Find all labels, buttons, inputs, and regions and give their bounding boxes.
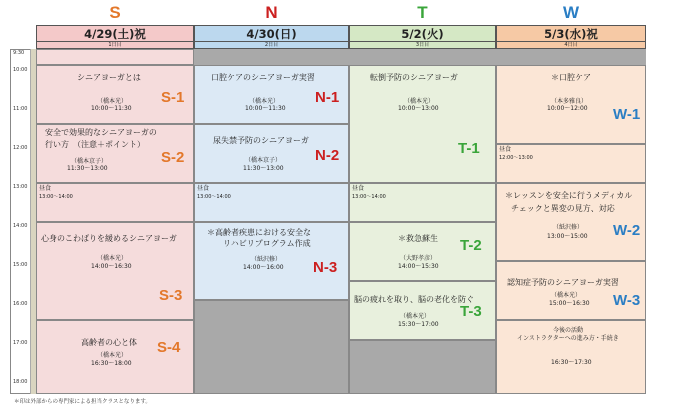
lunch-t-label: 昼食 [352,185,365,192]
session-w3[interactable] [496,261,646,320]
session-n2[interactable] [194,124,349,183]
session-w4-title-2: インストラクターへの進み方・手続き [517,335,619,342]
time-1300: 13:00 [13,184,28,190]
session-w2-code: W-2 [613,222,641,239]
date-header-n: 4/30(日) [194,25,349,41]
session-t2-time: 14:00～15:30 [398,263,439,270]
session-s4-code: S-4 [157,339,181,356]
time-1500: 15:00 [13,262,28,268]
day-label-w: 4日目 [496,41,646,49]
session-n1-title: 口腔ケアのシニアヨーガ実習 [211,73,315,82]
session-n3-time: 14:00～16:00 [243,264,284,271]
session-w4-title-1: 今後の活動 [553,327,584,334]
day-label-t: 3日目 [349,41,496,49]
session-w1-teacher: （本多雅良） [551,98,588,105]
lunch-w-time: 12:00～13:00 [499,155,533,161]
column-letter-s: S [109,3,121,22]
session-s3-title: 心身のこわばりを緩めるシニアヨーガ [41,234,177,243]
session-s2-title-2: 行い方 （注意＋ポイント） [45,140,145,149]
session-s2-title-1: 安全で効果的なシニアヨーガの [45,128,157,137]
session-s4-teacher: （橋本光） [97,352,128,359]
gray-bar [194,49,646,65]
lunch-n-label: 昼食 [197,185,210,192]
session-w4-time: 16:30～17:30 [551,359,592,366]
session-s1-time: 10:00～11:30 [91,105,132,112]
lunch-t [349,183,496,222]
day-label-n: 2日目 [194,41,349,49]
time-930: 9:30 [13,50,25,56]
session-w3-code: W-3 [613,292,641,309]
session-s3-teacher: （橋本光） [97,255,128,262]
session-t1[interactable] [349,65,496,183]
session-n2-time: 11:30～13:00 [243,165,284,172]
session-s2[interactable] [36,124,194,183]
column-letter-w: W [562,3,580,22]
session-n2-code: N-2 [315,147,340,164]
session-t2-teacher: （大野孝彦） [400,255,437,262]
session-w3-teacher: （橋本光） [551,292,582,299]
lunch-n-time: 13:00～14:00 [197,194,231,200]
lunch-n [194,183,349,222]
session-s1-teacher: （橋本光） [97,98,128,105]
session-n1-teacher: （橋本光） [249,98,280,105]
session-t3-teacher: （橋本光） [400,313,431,320]
session-w1-time: 10:00～12:00 [547,105,588,112]
session-s2-code: S-2 [161,149,185,166]
session-w2-title-2: チェックと異変の見方、対応 [511,204,615,213]
lunch-t-time: 13:00～14:00 [352,194,386,200]
session-s3[interactable] [36,222,194,320]
time-1000: 10:00 [13,67,28,73]
time-1200: 12:00 [13,145,28,151]
session-s1-code: S-1 [161,89,185,106]
session-w4[interactable] [496,320,646,394]
time-1800: 18:00 [13,379,28,385]
column-letter-n: N [265,3,278,22]
session-s4-title: 高齢者の心と体 [81,338,137,347]
session-t1-code: T-1 [458,140,480,157]
session-t2-code: T-2 [460,237,482,254]
session-w2[interactable] [496,183,646,261]
session-w3-time: 15:00～16:30 [549,300,590,307]
lunch-s-label: 昼食 [39,185,52,192]
session-n2-teacher: （橋本京子） [245,157,282,164]
session-n1[interactable] [194,65,349,124]
empty-n [194,300,349,394]
session-w3-title: 認知症予防のシニアヨーガ実習 [507,278,619,287]
row-930-s [36,49,194,65]
session-s1-title: シニアヨーガとは [77,73,141,82]
column-letter-t: T [417,3,428,22]
lunch-w-label: 昼食 [499,146,512,153]
empty-t [349,340,496,394]
session-t3-code: T-3 [460,303,482,320]
session-t3[interactable] [349,281,496,340]
session-w1-code: W-1 [613,106,641,123]
date-header-t: 5/2(火) [349,25,496,41]
date-header-w: 5/3(水)祝 [496,25,646,41]
lunch-s [36,183,194,222]
session-n3[interactable] [194,222,349,300]
session-t3-title: 脳の疲れを取り、脳の老化を防ぐ [354,295,474,304]
session-n3-code: N-3 [313,259,338,276]
session-w1-title: ＊口腔ケア [551,73,591,82]
session-n3-title-1: ＊高齢者疾患における安全な [207,228,311,237]
time-1400: 14:00 [13,223,28,229]
session-w2-teacher: （紙沢修） [553,224,584,231]
session-s3-time: 14:00～16:30 [91,263,132,270]
session-t1-time: 10:00～13:00 [398,105,439,112]
session-t2-title: ＊救急蘇生 [398,234,438,243]
session-s2-time: 11:30～13:00 [67,165,108,172]
session-w1[interactable] [496,65,646,144]
session-s4-time: 16:30～18:00 [91,360,132,367]
session-w2-title-1: ＊レッスンを安全に行うメディカル [505,191,633,200]
session-w2-time: 13:00～15:00 [547,233,588,240]
time-1700: 17:00 [13,340,28,346]
session-s4[interactable] [36,320,194,394]
session-n1-time: 10:00～11:30 [245,105,286,112]
session-s2-teacher: （橋本京子） [71,158,108,165]
session-n3-title-2: リハビリプログラム作成 [223,239,311,248]
day-label-s: 1日目 [36,41,194,49]
lunch-w [496,144,646,183]
session-n1-code: N-1 [315,89,340,106]
time-1100: 11:00 [13,106,28,112]
session-s1[interactable] [36,65,194,124]
footnote: ＊印は外部からの専門家による担当クラスとなります。 [14,399,151,405]
session-n3-teacher: （紙沢修） [251,256,282,263]
session-t3-time: 15:30～17:00 [398,321,439,328]
session-s3-code: S-3 [159,287,183,304]
session-t1-title: 転倒予防のシニアヨーガ [370,73,458,82]
session-t1-teacher: （橋本光） [404,98,435,105]
date-header-s: 4/29(土)祝 [36,25,194,41]
time-1600: 16:00 [13,301,28,307]
session-t2[interactable] [349,222,496,281]
lunch-s-time: 13:00～14:00 [39,194,73,200]
session-n2-title: 尿失禁予防のシニアヨーガ [213,136,309,145]
